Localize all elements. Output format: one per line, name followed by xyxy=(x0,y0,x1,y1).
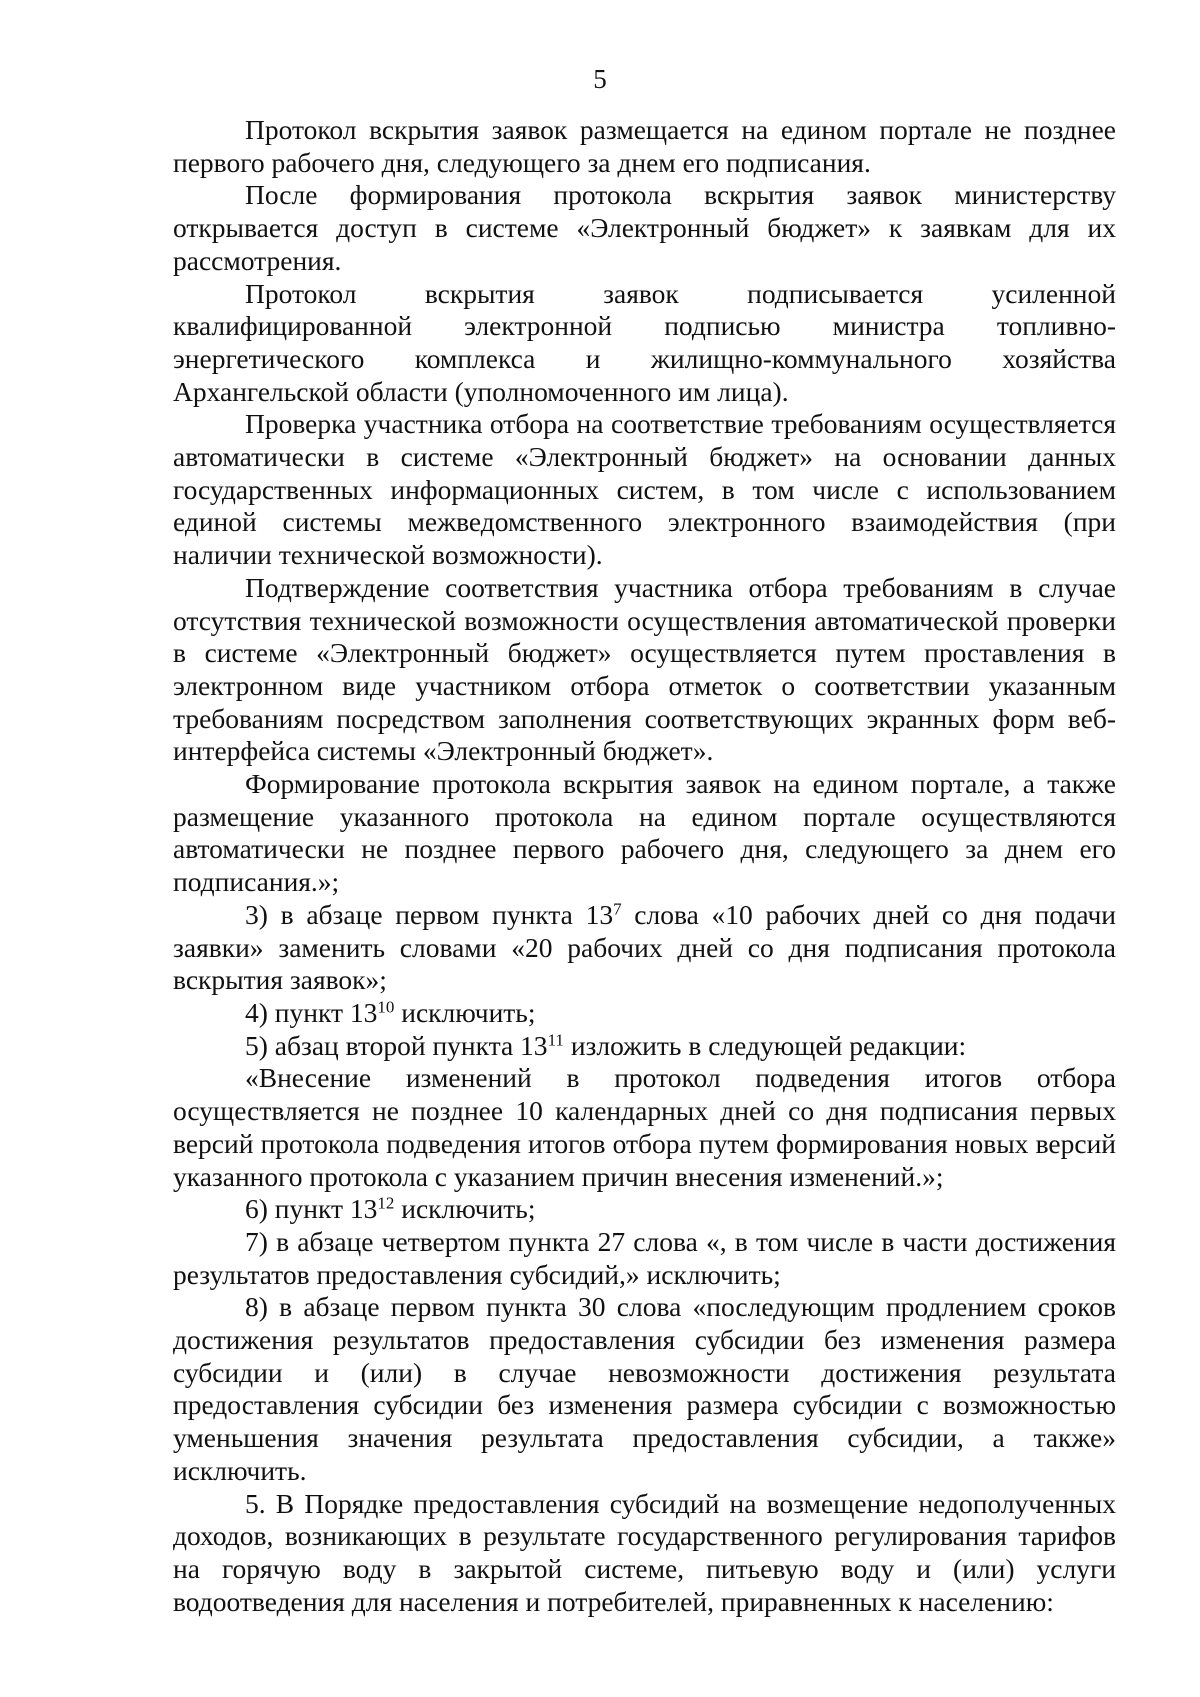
superscript: 11 xyxy=(547,1030,564,1050)
list-item-5 xyxy=(173,1030,1116,1063)
paragraph-protocol-formation: Формирование протокола вскрытия заявок на едином портале, а также размещение указанного протокола на едином портале осуществляются автоматически не позднее первого рабочего дня, следующего за днем его подписания.»; xyxy=(173,768,1116,898)
paragraph-access-opening: После формирования протокола вскрытия заявок министерству открывается доступ в системе «Электронный бюджет» к заявкам для их рассмотрения. xyxy=(173,179,1116,276)
list-item-6-lead: 6) пункт 13 xyxy=(245,1193,378,1225)
superscript: 10 xyxy=(377,997,395,1017)
section-5-heading: 5. В Порядке предоставления субсидий на возмещение недополученных доходов, возникающих в результате государственного регулирования тарифов на горячую воду в закрытой системе, питьевую воду и (или) услуги водоотведения для населения и потребителей, приравненных к населению: xyxy=(173,1487,1116,1617)
list-item-5-rest: изложить в следующей редакции: xyxy=(563,1029,967,1061)
list-item-6-rest: исключить; xyxy=(394,1193,536,1225)
page-number: 5 xyxy=(593,64,607,94)
list-item-3 xyxy=(173,899,1116,997)
list-item-6 xyxy=(173,1193,1116,1226)
document-body xyxy=(173,114,1116,1618)
list-item-5-quote: «Внесение изменений в протокол подведения итогов отбора осуществляется не позднее 10 календарных дней со дня подписания первых версий протокола подведения итогов отбора путем формирования новых версий указанного протокола с указанием причин внесения изменений.»; xyxy=(173,1062,1116,1192)
paragraph-protocol-signature: Протокол вскрытия заявок подписывается усиленной квалифицированной электронной подписью министра топливно-энергетического комплекса и жилищно-коммунального хозяйства Архангельской области (уполномоченного им лица). xyxy=(173,277,1116,407)
list-item-4-rest: исключить; xyxy=(394,996,536,1028)
list-item-7: 7) в абзаце четвертом пункта 27 слова «, в том числе в части достижения результатов предоставления субсидий,» исключить; xyxy=(173,1225,1116,1290)
list-item-4 xyxy=(173,997,1116,1030)
superscript: 12 xyxy=(377,1193,395,1213)
list-item-3-lead: 3) в абзаце первом пункта 13 xyxy=(245,898,614,930)
list-item-3-rest: слова «10 рабочих дней со дня подачи заявки» заменить словами «20 рабочих дней со дня подписания протокола вскрытия заявок»; xyxy=(173,898,1116,996)
list-item-4-lead: 4) пункт 13 xyxy=(245,996,378,1028)
paragraph-protocol-publication: Протокол вскрытия заявок размещается на едином портале не позднее первого рабочего дня, следующего за днем его подписания. xyxy=(173,114,1116,178)
paragraph-participant-check: Проверка участника отбора на соответствие требованиям осуществляется автоматически в системе «Электронный бюджет» на основании данных государственных информационных систем, в том числе с использованием единой системы межведомственного электронного взаимодействия (при наличии технической возможности). xyxy=(173,408,1116,571)
list-item-8: 8) в абзаце первом пункта 30 слова «последующим продлением сроков достижения результатов предоставления субсидии без изменения размера субсидии и (или) в случае невозможности достижения результата предоставления субсидии без изменения размера субсидии с возможностью уменьшения значения результата предоставления субсидии, а также» исключить. xyxy=(173,1291,1116,1486)
list-item-5-lead: 5) абзац второй пункта 13 xyxy=(245,1029,548,1061)
superscript: 7 xyxy=(613,899,622,919)
paragraph-compliance-confirmation: Подтверждение соответствия участника отбора требованиям в случае отсутствия технической возможности осуществления автоматической проверки в системе «Электронный бюджет» осуществляется путем проставления в электронном виде участником отбора отметок о соответствии указанным требованиям посредством заполнения соответствующих экранных форм веб-интерфейса системы «Электронный бюджет». xyxy=(173,571,1116,767)
